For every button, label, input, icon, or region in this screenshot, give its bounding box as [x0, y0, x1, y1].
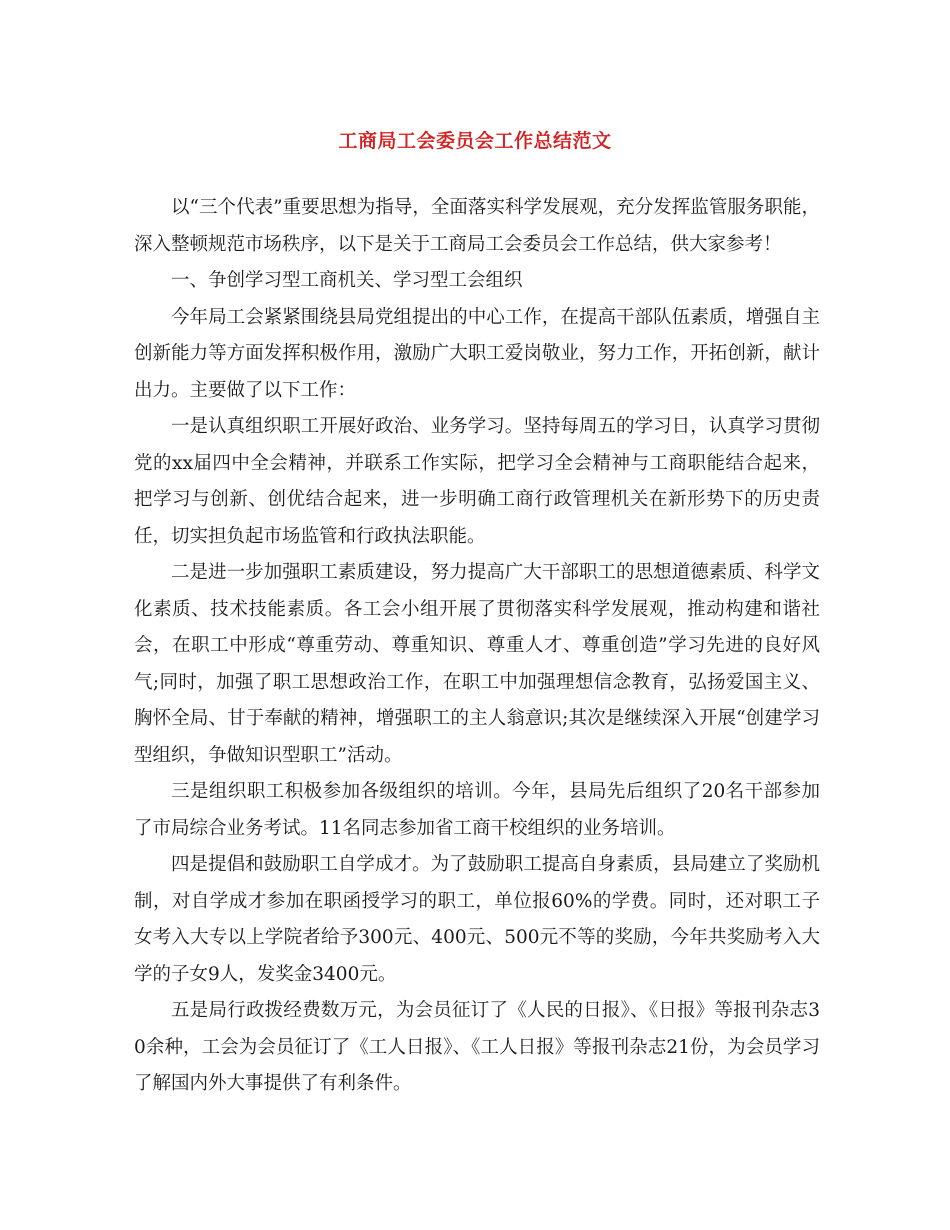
body-paragraph: 一是认真组织职工开展好政治、业务学习。坚持每周五的学习日，认真学习贯彻党的xx届四中全会精神，并联系工作实际，把学习全会精神与工商职能结合起来，把学习与创新、创优结合起来，进一步明确工商行政管理机关在新形势下的历史责任，切实担负起市场监管和行政执法职能。 — [134, 416, 820, 547]
body-paragraph: 四是提倡和鼓励职工自学成才。为了鼓励职工提高自身素质，县局建立了奖励机制，对自学成才参加在职函授学习的职工，单位报60%的学费。同时，还对职工子女考入大专以上学院者给予300元、400元、500元不等的奖励，今年共奖励考入大学的子女9人，发奖金3400元。 — [134, 854, 820, 985]
body-paragraph: 今年局工会紧紧围绕县局党组提出的中心工作，在提高干部队伍素质，增强自主创新能力等方面发挥积极作用，激励广大职工爱岗敬业，努力工作，开拓创新，献计出力。主要做了以下工作： — [134, 306, 820, 401]
body-paragraph: 五是局行政拨经费数万元，为会员征订了《人民的日报》、《日报》等报刊杂志30余种，工会为会员征订了《工人日报》、《工人日报》等报刊杂志21份，为会员学习了解国内外大事提供了有利条件。 — [134, 1000, 820, 1094]
document-title: 工商局工会委员会工作总结范文 — [338, 130, 612, 152]
section-heading: 一、争创学习型工商机关、学习型工会组织 — [171, 270, 523, 291]
document-body — [134, 190, 820, 1103]
body-paragraph: 三是组织职工积极参加各级组织的培训。今年，县局先后组织了20名干部参加了市局综合业务考试。11名同志参加省工商干校组织的业务培训。 — [134, 781, 820, 839]
intro-paragraph: 以“三个代表”重要思想为指导，全面落实科学发展观，充分发挥监管服务职能，深入整顿规范市场秩序，以下是关于工商局工会委员会工作总结，供大家参考！ — [134, 197, 820, 255]
body-paragraph: 二是进一步加强职工素质建设，努力提高广大干部职工的思想道德素质、科学文化素质、技术技能素质。各工会小组开展了贯彻落实科学发展观，推动构建和谐社会，在职工中形成“尊重劳动、尊重知识、尊重人才、尊重创造”学习先进的良好风气;同时，加强了职工思想政治工作，在职工中加强理想信念教育，弘扬爱国主义、胸怀全局、甘于奉献的精神，增强职工的主人翁意识;其次是继续深入开展“创建学习型组织，争做知识型职工”活动。 — [134, 562, 820, 766]
